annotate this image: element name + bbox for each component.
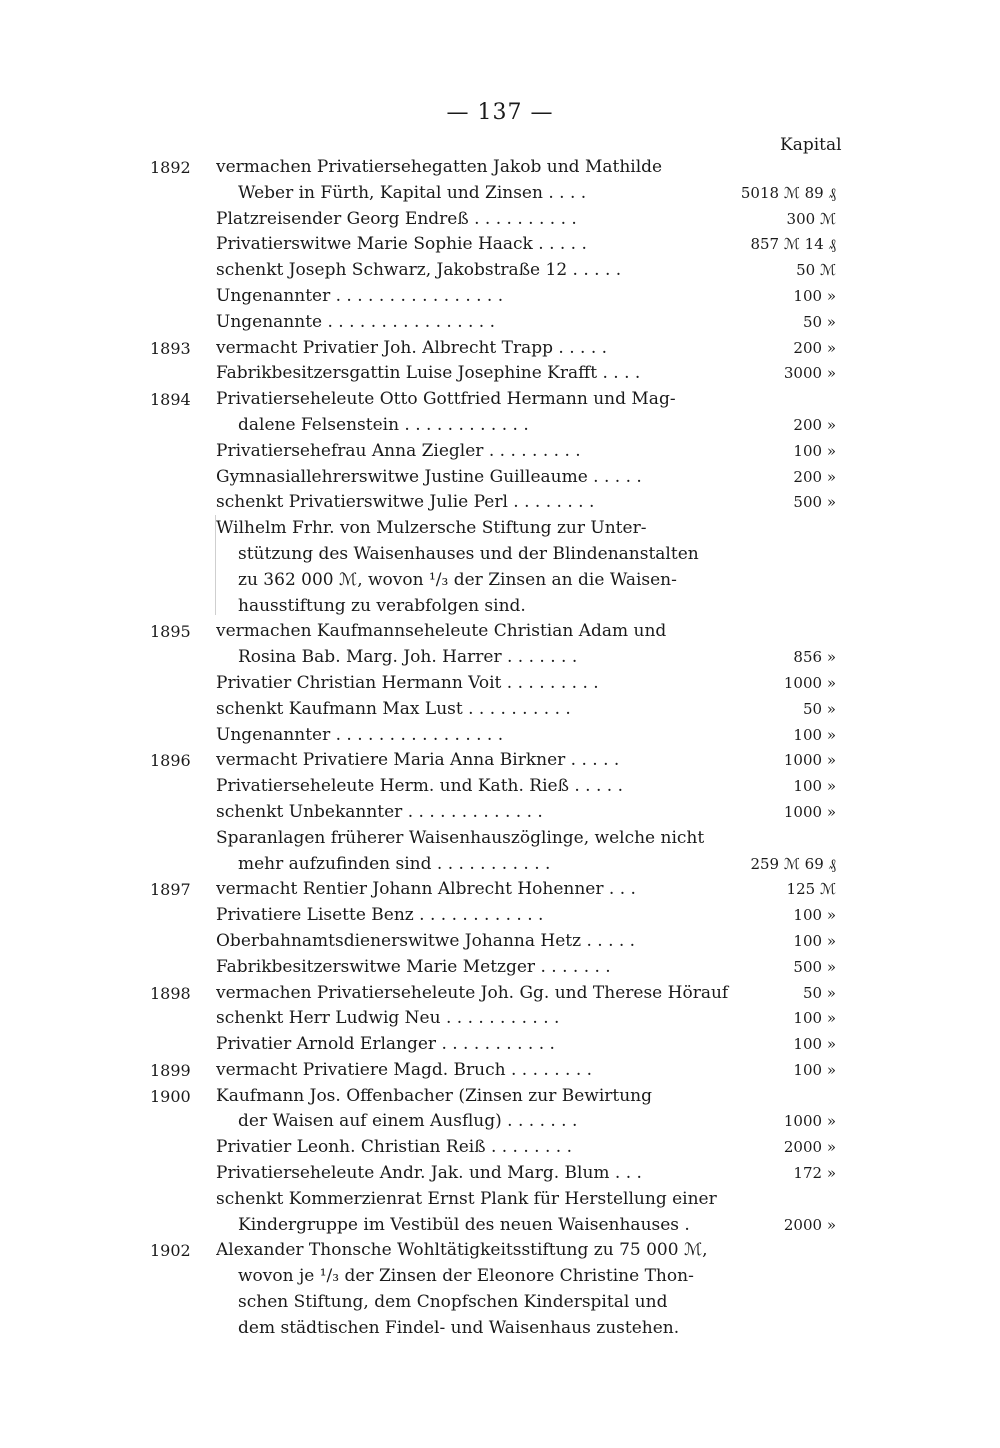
entry-text: wovon je ¹/₃ der Zinsen der Eleonore Christine Thon- bbox=[238, 1266, 694, 1287]
entry-line bbox=[150, 1135, 850, 1161]
entry-amount: 100 » bbox=[793, 906, 836, 925]
entry-amount: 100 » bbox=[793, 1035, 836, 1054]
entry-text: Ungenannter . . . . . . . . . . . . . . . . bbox=[216, 724, 504, 745]
entry-text: Privatier Arnold Erlanger . . . . . . . . . . . bbox=[216, 1034, 555, 1055]
entry-amount: 50 ℳ bbox=[796, 261, 836, 280]
entry-amount: 857 ℳ 14 ₰ bbox=[750, 235, 836, 254]
entry-year: 1897 bbox=[150, 880, 191, 900]
entry-line bbox=[150, 1290, 850, 1316]
entry-text: vermacht Rentier Johann Albrecht Hohenner . . . bbox=[216, 879, 636, 900]
entry-year: 1892 bbox=[150, 158, 191, 177]
entry-line bbox=[150, 955, 850, 981]
entry-text: schenkt Kommerzienrat Ernst Plank für Herstellung einer bbox=[216, 1188, 717, 1209]
entry-year: 1893 bbox=[150, 338, 191, 358]
entry-text: vermacht Privatier Joh. Albrecht Trapp . . . . . bbox=[216, 337, 608, 358]
entry-year: 1899 bbox=[150, 1060, 191, 1080]
entry-line bbox=[150, 1213, 850, 1239]
entry-line bbox=[150, 516, 850, 542]
entry-line bbox=[150, 1187, 850, 1213]
entry-line bbox=[150, 748, 850, 774]
entry-amount: 500 » bbox=[793, 957, 836, 976]
entry-amount: 100 » bbox=[793, 777, 836, 796]
entry-text: der Waisen auf einem Ausflug) . . . . . . . bbox=[238, 1111, 578, 1132]
entry-line bbox=[150, 284, 850, 310]
entry-line bbox=[150, 1058, 850, 1084]
entry-text: Privatierswitwe Marie Sophie Haack . . . . . bbox=[216, 234, 587, 255]
entry-line bbox=[150, 310, 850, 336]
entry-text: Kindergruppe im Vestibül des neuen Waisenhauses . bbox=[238, 1214, 690, 1235]
entry-text: schenkt Unbekannter . . . . . . . . . . . . . bbox=[216, 801, 543, 822]
entry-line bbox=[150, 1238, 850, 1264]
entry-line bbox=[150, 1032, 850, 1058]
entry-year: 1896 bbox=[150, 751, 191, 771]
entry-amount: 5018 ℳ 89 ₰ bbox=[740, 183, 836, 202]
entry-text: dalene Felsenstein . . . . . . . . . . . . bbox=[238, 414, 529, 435]
entry-line bbox=[150, 568, 850, 594]
entry-text: Fabrikbesitzerswitwe Marie Metzger . . . . . . . bbox=[216, 956, 611, 977]
entry-text: vermacht Privatiere Maria Anna Birkner . . . . . bbox=[216, 750, 620, 771]
entry-line bbox=[150, 1161, 850, 1187]
entry-line bbox=[150, 439, 850, 465]
entry-amount: 100 » bbox=[793, 1009, 836, 1028]
entry-amount: 100 » bbox=[793, 725, 836, 744]
entry-amount: 172 » bbox=[793, 1164, 836, 1183]
entry-amount: 856 » bbox=[793, 648, 836, 667]
entry-line bbox=[150, 232, 850, 258]
entry-line bbox=[150, 1006, 850, 1032]
entry-text: Ungenannter . . . . . . . . . . . . . . . . bbox=[216, 285, 504, 306]
entry-text: Fabrikbesitzersgattin Luise Josephine Krafft . . . . bbox=[216, 363, 641, 384]
entry-amount: 2000 » bbox=[783, 1138, 836, 1157]
entry-text: Privatierseheleute Otto Gottfried Hermann und Mag- bbox=[216, 389, 676, 410]
entry-text: Privatiere Lisette Benz . . . . . . . . . . . . bbox=[216, 905, 544, 926]
entry-line bbox=[150, 465, 850, 491]
entry-line bbox=[150, 490, 850, 516]
entry-year: 1900 bbox=[150, 1086, 191, 1106]
entry-amount: 200 » bbox=[793, 415, 836, 434]
entry-text: schenkt Privatierswitwe Julie Perl . . . . . . . . bbox=[216, 492, 595, 513]
entry-year: 1895 bbox=[150, 622, 191, 642]
entry-line bbox=[150, 903, 850, 929]
entry-amount: 259 ℳ 69 ₰ bbox=[750, 854, 836, 873]
entry-text: Rosina Bab. Marg. Joh. Harrer . . . . . . . bbox=[238, 647, 578, 668]
capital-column-header: Kapital bbox=[780, 135, 842, 155]
entry-line bbox=[150, 1084, 850, 1110]
entry-text: Weber in Fürth, Kapital und Zinsen . . . . bbox=[238, 182, 587, 203]
entry-text: vermachen Privatiersehegatten Jakob und Mathilde bbox=[216, 157, 663, 177]
entry-line bbox=[150, 1109, 850, 1135]
entry-text: schen Stiftung, dem Cnopfschen Kinderspital und bbox=[238, 1292, 668, 1313]
entry-text: Privatier Leonh. Christian Reiß . . . . . . . . bbox=[216, 1137, 573, 1158]
entry-amount: 1000 » bbox=[783, 673, 836, 692]
entry-amount: 200 » bbox=[793, 467, 836, 486]
entry-amount: 200 » bbox=[793, 338, 836, 357]
entry-line bbox=[150, 800, 850, 826]
entry-line bbox=[150, 155, 850, 181]
entry-year: 1898 bbox=[150, 983, 191, 1003]
entry-amount: 3000 » bbox=[783, 364, 836, 383]
entry-text: Platzreisender Georg Endreß . . . . . . . . . . bbox=[216, 208, 577, 229]
entry-text: stützung des Waisenhauses und der Blindenanstalten bbox=[238, 543, 699, 564]
entry-text: dem städtischen Findel- und Waisenhaus zustehen. bbox=[238, 1317, 680, 1338]
entry-line bbox=[150, 619, 850, 645]
entry-text: Privatiersehefrau Anna Ziegler . . . . . . . . . bbox=[216, 440, 581, 461]
entry-text: vermacht Privatiere Magd. Bruch . . . . . . . . bbox=[216, 1059, 593, 1080]
entry-line bbox=[150, 877, 850, 903]
entry-amount: 50 » bbox=[802, 699, 836, 718]
entry-line bbox=[150, 542, 850, 568]
entry-year: 1902 bbox=[150, 1241, 191, 1261]
entry-text: Gymnasiallehrerswitwe Justine Guilleaume . . . . . bbox=[216, 466, 642, 487]
entry-text: Privatierseheleute Herm. und Kath. Rieß . . . . . bbox=[216, 776, 623, 797]
entry-amount: 2000 » bbox=[783, 1215, 836, 1234]
entry-line bbox=[150, 645, 850, 671]
page-number: — 137 — bbox=[446, 100, 554, 125]
entry-amount: 50 » bbox=[802, 312, 836, 331]
entry-text: Sparanlagen früherer Waisenhauszöglinge, welche nicht bbox=[216, 827, 705, 848]
entry-year: 1894 bbox=[150, 390, 191, 410]
entry-text: Wilhelm Frhr. von Mulzersche Stiftung zur Unter- bbox=[216, 518, 647, 539]
entry-line bbox=[150, 981, 850, 1007]
entry-amount: 50 » bbox=[802, 983, 836, 1002]
donation-list bbox=[150, 155, 850, 1342]
entry-amount: 125 ℳ bbox=[786, 880, 836, 899]
entry-line bbox=[150, 826, 850, 852]
entry-amount: 100 » bbox=[793, 931, 836, 950]
entry-text: Kaufmann Jos. Offenbacher (Zinsen zur Bewirtung bbox=[216, 1085, 652, 1106]
entry-text: Privatier Christian Hermann Voit . . . . . . . . . bbox=[216, 672, 599, 693]
entry-text: zu 362 000 ℳ, wovon ¹/₃ der Zinsen an die Waisen- bbox=[238, 569, 677, 590]
entry-amount: 500 » bbox=[793, 493, 836, 512]
entry-line bbox=[150, 207, 850, 233]
entry-line bbox=[150, 181, 850, 207]
entry-line bbox=[150, 336, 850, 362]
entry-text: mehr aufzufinden sind . . . . . . . . . . . bbox=[238, 853, 551, 874]
entry-text: hausstiftung zu verabfolgen sind. bbox=[238, 595, 526, 616]
entry-amount: 1000 » bbox=[783, 751, 836, 770]
entry-line bbox=[150, 1316, 850, 1342]
entry-line bbox=[150, 852, 850, 878]
entry-amount: 100 » bbox=[793, 286, 836, 305]
entry-line bbox=[150, 671, 850, 697]
entry-amount: 100 » bbox=[793, 1060, 836, 1079]
entry-amount: 300 ℳ bbox=[786, 209, 836, 228]
entry-text: vermachen Kaufmannseheleute Christian Adam und bbox=[216, 621, 667, 642]
entry-amount: 1000 » bbox=[783, 802, 836, 821]
entry-line bbox=[150, 697, 850, 723]
entry-text: Oberbahnamtsdienerswitwe Johanna Hetz . . . . . bbox=[216, 930, 636, 951]
entry-line bbox=[150, 723, 850, 749]
entry-text: Privatierseheleute Andr. Jak. und Marg. Blum . . . bbox=[216, 1163, 642, 1184]
entry-line bbox=[150, 929, 850, 955]
entry-text: vermachen Privatierseheleute Joh. Gg. und Therese Hörauf bbox=[216, 982, 729, 1003]
entry-line bbox=[150, 774, 850, 800]
entry-line bbox=[150, 387, 850, 413]
entry-text: schenkt Kaufmann Max Lust . . . . . . . . . . bbox=[216, 698, 571, 719]
entry-text: Alexander Thonsche Wohltätigkeitsstiftung zu 75 000 ℳ, bbox=[216, 1240, 708, 1261]
entry-text: Ungenannte . . . . . . . . . . . . . . . . bbox=[216, 311, 496, 332]
entry-line bbox=[150, 413, 850, 439]
entry-text: schenkt Joseph Schwarz, Jakobstraße 12 . . . . . bbox=[216, 260, 622, 281]
entry-line bbox=[150, 258, 850, 284]
entry-amount: 1000 » bbox=[783, 1112, 836, 1131]
entry-line bbox=[150, 594, 850, 620]
entry-text: schenkt Herr Ludwig Neu . . . . . . . . . . . bbox=[216, 1008, 560, 1029]
entry-amount: 100 » bbox=[793, 441, 836, 460]
entry-line bbox=[150, 361, 850, 387]
entry-line bbox=[150, 1264, 850, 1290]
